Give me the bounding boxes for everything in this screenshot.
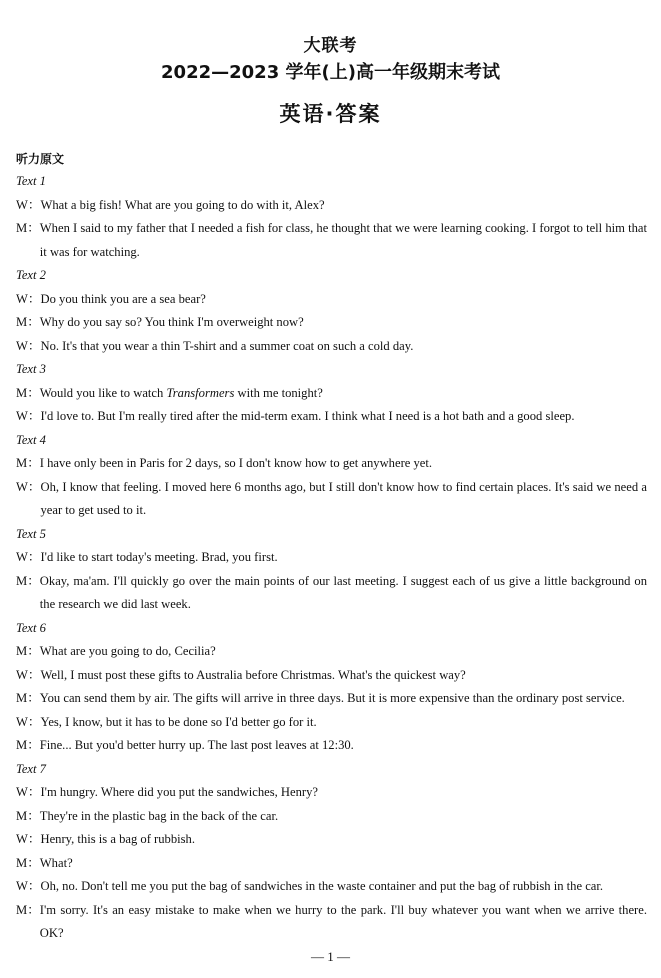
speaker-label: M： [16,456,40,470]
speaker-label: W： [16,197,41,212]
text-label: Text 6 [16,620,46,635]
utterance-text: I'd love to. But I'm really tired after the mid-term exam. I think what I need is a hot bath and a good sleep. [40,409,575,423]
dialogue-line [16,570,647,617]
utterance-text: Would you like to watch Transformers with me tonight? [39,385,323,400]
speaker-label: M： [16,902,40,917]
utterance-text: What a big fish! What are you going to do with it, Alex? [40,197,325,212]
exam-title: 2022—2023 学年(上)高一年级期末考试 [161,62,500,83]
dialogue-line [16,546,647,570]
dialogue-line [16,828,647,852]
speaker-label: M： [16,573,40,588]
utterance-text: When I said to my father that I needed a fish for class, he thought that we were learning cooking. I forgot to tell him that it was for watching. [39,221,647,259]
document-subtitle: 英语·答案 [279,102,382,126]
dialogue-line [16,875,647,899]
dialogue-line [16,405,647,429]
dialogue-line [16,382,647,406]
speaker-label: W： [16,550,41,564]
speaker-label: W： [16,879,41,893]
listening-transcript [16,170,647,946]
utterance-text: Oh, no. Don't tell me you put the bag of sandwiches in the waste container and put the bag of rubbish in the car. [40,879,604,893]
utterance-text: Yes, I know, but it has to be done so I'd better go for it. [40,714,317,729]
dialogue-line [16,335,647,359]
dialogue-line [16,664,647,688]
speaker-label: W： [16,832,41,846]
dialogue-line [16,311,647,335]
utterance-text: I have only been in Paris for 2 days, so I don't know how to get anywhere yet. [39,456,433,470]
section-title: 听力原文 [16,152,65,166]
speaker-label: M： [16,644,40,658]
speaker-label: M： [16,315,40,329]
speaker-label: M： [16,221,40,235]
utterance-text: What? [39,855,73,870]
dialogue-line [16,288,647,312]
text-label: Text 2 [16,268,46,282]
dialogue-line [16,852,647,876]
speaker-label: W： [16,338,41,353]
page-number: — 1 — [311,949,350,964]
utterance-text: Why do you say so? You think I'm overweight now? [39,315,304,329]
text-label: Text 1 [16,174,46,188]
speaker-label: W： [16,667,41,682]
speaker-label: M： [16,855,40,870]
utterance-text: They're in the plastic bag in the back of the car. [39,808,279,823]
speaker-label: M： [16,738,40,752]
dialogue-line [16,899,647,946]
dialogue-line [16,805,647,829]
speaker-label: M： [16,691,40,705]
exam-organizer: 大联考 [303,36,358,56]
utterance-text: Okay, ma'am. I'll quickly go over the main points of our last meeting. I suggest each of us give a little background on the research we did last week. [39,573,647,611]
utterance-text: Oh, I know that feeling. I moved here 6 months ago, but I still don't know how to find certain places. It's said we need a year to get used to it. [40,479,647,517]
dialogue-line [16,217,647,264]
utterance-text: Do you think you are a sea bear? [40,291,206,306]
utterance-text: I'm hungry. Where did you put the sandwiches, Henry? [40,785,318,799]
dialogue-line [16,452,647,476]
dialogue-line [16,194,647,218]
utterance-text: Fine... But you'd better hurry up. The last post leaves at 12:30. [39,738,354,752]
utterance-text: Henry, this is a bag of rubbish. [40,832,195,846]
text-label: Text 3 [16,362,46,376]
dialogue-line [16,711,647,735]
speaker-label: W： [16,291,41,306]
dialogue-line [16,734,647,758]
film-title: Transformers [166,385,235,400]
utterance-text: I'd like to start today's meeting. Brad, you first. [40,550,278,564]
dialogue-line [16,476,647,523]
speaker-label: W： [16,714,41,729]
text-label: Text 7 [16,761,46,776]
utterance-text: You can send them by air. The gifts will arrive in three days. But it is more expensive than the ordinary post service. [39,691,625,705]
speaker-label: M： [16,808,40,823]
speaker-label: W： [16,409,41,423]
speaker-label: W： [16,479,41,494]
text-label: Text 5 [16,526,46,541]
dialogue-line [16,781,647,805]
utterance-text: No. It's that you wear a thin T-shirt and a summer coat on such a cold day. [40,338,414,353]
speaker-label: W： [16,785,41,799]
dialogue-line [16,687,647,711]
utterance-text: I'm sorry. It's an easy mistake to make when we hurry to the park. I'll buy whatever you want when we arrive there. OK? [39,902,647,940]
utterance-text: Well, I must post these gifts to Australia before Christmas. What's the quickest way? [40,667,466,682]
dialogue-line [16,640,647,664]
speaker-label: M： [16,385,40,400]
text-label: Text 4 [16,432,46,447]
utterance-text: What are you going to do, Cecilia? [39,644,216,658]
